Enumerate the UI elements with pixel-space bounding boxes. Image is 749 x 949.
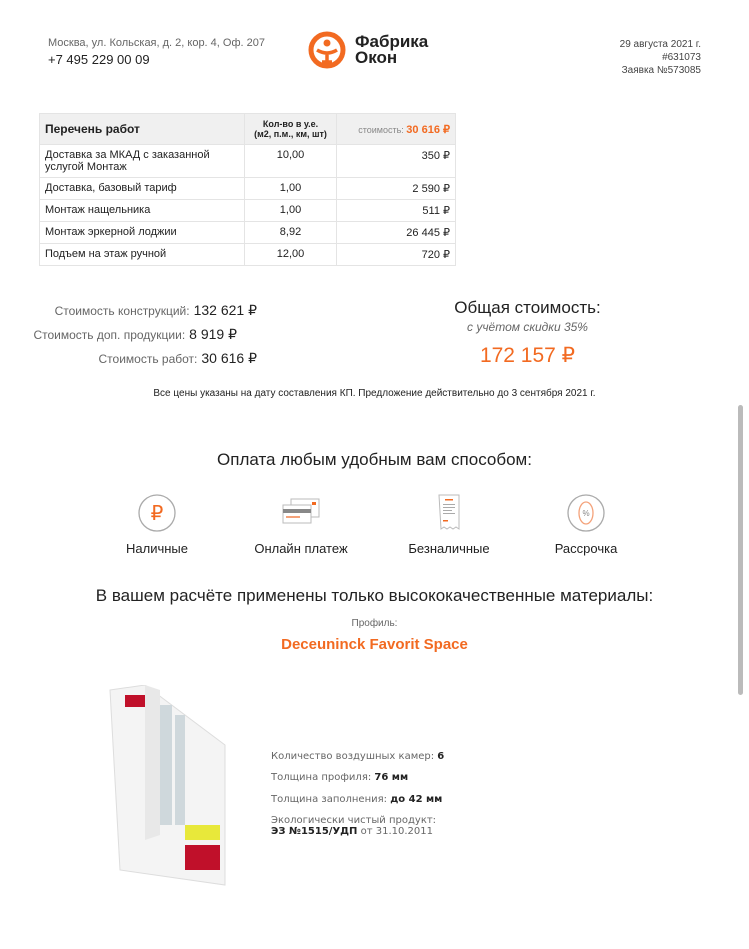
offer-number: #631073	[662, 52, 701, 63]
work-name: Доставка за МКАД с заказанной услугой Монтаж	[40, 145, 245, 178]
receipt-icon	[429, 493, 469, 533]
spec-eco: Экологически чистый продукт: ЭЗ №1515/УДП от 31.10.2011	[271, 815, 437, 837]
work-qty: 1,00	[245, 200, 337, 222]
scrollbar[interactable]	[738, 405, 743, 695]
svg-text:%: %	[582, 509, 590, 518]
profile-name: Deceuninck Favorit Space	[281, 636, 468, 653]
table-row	[40, 145, 456, 178]
work-price: 511 ₽	[337, 200, 456, 222]
ruble-icon	[137, 493, 177, 533]
table-row	[40, 222, 456, 244]
table-row	[40, 244, 456, 266]
work-name: Монтаж нащельника	[40, 200, 245, 222]
work-qty: 1,00	[245, 178, 337, 200]
order-number: Заявка №573085	[621, 65, 701, 76]
company-address: Москва, ул. Кольская, д. 2, кор. 4, Оф. 207	[48, 37, 265, 49]
work-price: 720 ₽	[337, 244, 456, 266]
payment-installment: % Рассрочка	[521, 493, 651, 556]
logo-text: Окон	[355, 48, 398, 67]
profile-label: Профиль:	[351, 618, 398, 629]
work-qty: 8,92	[245, 222, 337, 244]
work-name: Доставка, базовый тариф	[40, 178, 245, 200]
col-header: Кол-во в у.е. (м2, п.м., км, шт)	[245, 114, 337, 145]
work-name: Монтаж эркерной лоджии	[40, 222, 245, 244]
payment-bank: Безналичные	[384, 493, 514, 556]
works-cost: Стоимость работ: 30 616 ₽	[98, 350, 257, 366]
payment-title: Оплата любым удобным вам способом:	[217, 450, 532, 469]
work-price: 26 445 ₽	[337, 222, 456, 244]
constructions-cost: Стоимость конструкций: 132 621 ₽	[54, 302, 257, 318]
logo-icon	[305, 30, 349, 70]
payment-cash: ₽ Наличные	[92, 493, 222, 556]
validity-note: Все цены указаны на дату составления КП. Предложение действительно до 3 сентября 2021 г.	[153, 388, 596, 399]
total-price: 172 157 ₽	[479, 344, 576, 367]
logo-text: Фабрика	[355, 32, 429, 51]
works-table	[39, 113, 456, 266]
extra-cost: Стоимость доп. продукции: 8 919 ₽	[33, 326, 237, 342]
logo	[305, 30, 428, 70]
payment-online: Онлайн платеж	[236, 493, 366, 556]
table-row	[40, 200, 456, 222]
spec-fill: Толщина заполнения: до 42 мм	[271, 794, 443, 805]
work-qty: 12,00	[245, 244, 337, 266]
percent-icon	[566, 493, 606, 533]
col-header: Перечень работ	[40, 114, 245, 145]
company-phone[interactable]: +7 495 229 00 09	[48, 52, 150, 67]
date: 29 августа 2021 г.	[619, 39, 701, 50]
spec-thickness: Толщина профиля: 76 мм	[271, 772, 409, 783]
card-icon	[279, 493, 323, 533]
total-label: Общая стоимость:	[454, 298, 601, 317]
work-price: 350 ₽	[337, 145, 456, 178]
svg-text:₽: ₽	[150, 501, 164, 525]
work-qty: 10,00	[245, 145, 337, 178]
window-profile-image	[105, 685, 230, 890]
spec-chambers: Количество воздушных камер: 6	[271, 751, 445, 762]
table-row	[40, 178, 456, 200]
materials-title: В вашем расчёте применены только высококачественные материалы:	[95, 586, 654, 605]
work-price: 2 590 ₽	[337, 178, 456, 200]
col-header: стоимость: 30 616 ₽	[337, 114, 456, 145]
work-name: Подъем на этаж ручной	[40, 244, 245, 266]
discount-note: с учётом скидки 35%	[467, 320, 588, 334]
